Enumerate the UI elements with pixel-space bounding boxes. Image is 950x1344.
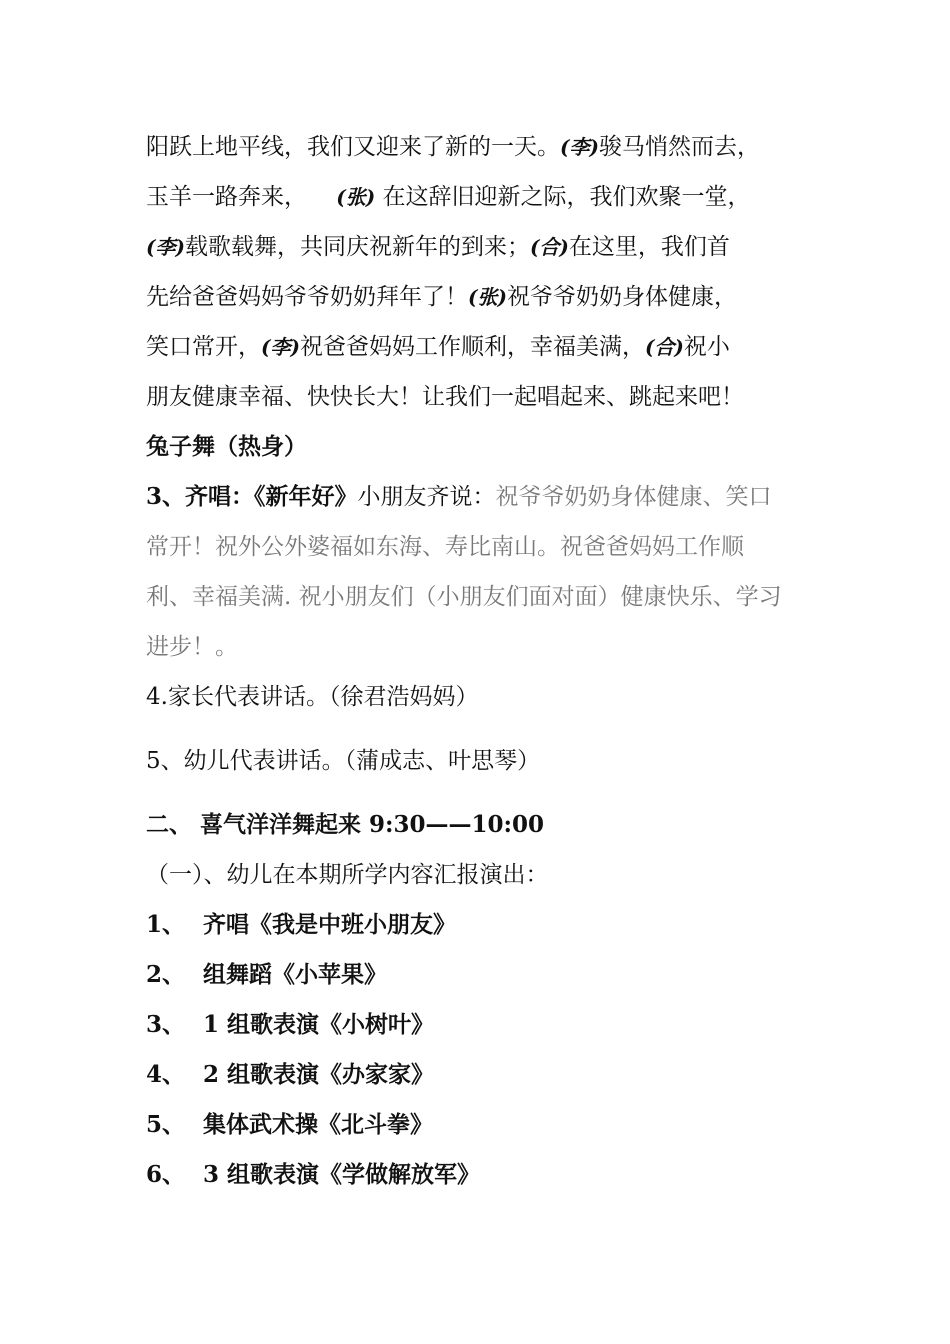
list-text: 齐唱《我是中班小朋友》: [203, 911, 456, 938]
item-3-greeting: 利、幸福美满. 祝小朋友们（小朋友们面对面）健康快乐、学习: [146, 584, 782, 610]
list-item: [146, 900, 816, 950]
text: 祝爸爸妈妈工作顺利，幸福美满，: [299, 334, 645, 360]
list-item: [146, 1050, 816, 1100]
item-4: 4.家长代表讲话。（徐君浩妈妈）: [146, 684, 479, 710]
text: 先给爸爸妈妈爷爷奶奶拜年了！: [146, 284, 468, 310]
speaker-tag: (李): [146, 235, 185, 259]
text: 祝爷爷奶奶身体健康，: [506, 284, 737, 310]
list-number: 1、: [146, 911, 186, 938]
text: 骏马悄然而去，: [598, 134, 760, 160]
text: 笑口常开，: [146, 334, 261, 360]
paragraph-line: [146, 322, 816, 372]
subsection-heading: （一）、幼儿在本期所学内容汇报演出：: [146, 862, 549, 888]
item-3-greeting: 祝爷爷奶奶身体健康、笑口: [495, 484, 772, 510]
list-text: 组舞蹈《小苹果》: [203, 961, 387, 988]
text: 在这里，我们首: [568, 234, 730, 260]
paragraph-line: [146, 172, 816, 222]
speaker-tag: (合): [644, 335, 684, 359]
paragraph-line: [146, 372, 816, 422]
item-3-greeting: 进步！。: [146, 634, 238, 660]
text: 在这辞旧迎新之际，我们欢聚一堂，: [382, 184, 751, 210]
list-item: [146, 1100, 816, 1150]
list-text: 2 组歌表演《办家家》: [203, 1061, 435, 1088]
item-3-title: 3、齐唱：《新年好》: [146, 483, 358, 510]
list-number: 4、: [146, 1061, 186, 1088]
document-page: [146, 122, 816, 1200]
list-item: [146, 1150, 816, 1200]
list-number: 3、: [146, 1011, 186, 1038]
performance-list: [146, 900, 816, 1200]
list-text: 集体武术操《北斗拳》: [203, 1111, 433, 1138]
list-number: 6、: [146, 1161, 186, 1188]
dance-heading: 兔子舞（热身）: [146, 433, 307, 460]
text: 朋友健康幸福、快快长大！让我们一起唱起来、跳起来吧！: [146, 384, 744, 410]
list-number: 2、: [146, 961, 186, 988]
list-item: [146, 950, 816, 1000]
list-text: 3 组歌表演《学做解放军》: [203, 1161, 481, 1188]
list-text: 1 组歌表演《小树叶》: [203, 1011, 435, 1038]
item-3-line: [146, 472, 816, 522]
speaker-tag: (李): [261, 335, 300, 359]
item-3-intro: 小朋友齐说：: [357, 484, 496, 510]
text: 玉羊一路奔来，: [146, 184, 307, 210]
list-item: [146, 1000, 816, 1050]
section-2-heading: 二、 喜气洋洋舞起来 9:30——10:00: [146, 811, 545, 838]
item-5: 5、幼儿代表讲话。（蒲成志、叶思琴）: [146, 748, 541, 774]
list-number: 5、: [146, 1111, 186, 1138]
speaker-tag: (合): [529, 235, 569, 259]
item-3-greeting: 常开！祝外公外婆福如东海、寿比南山。祝爸爸妈妈工作顺: [146, 534, 744, 560]
paragraph-line: [146, 222, 816, 272]
speaker-tag: (张): [336, 185, 376, 209]
text: 阳跃上地平线，我们又迎来了新的一天。: [146, 134, 560, 160]
text: 祝小: [683, 334, 730, 360]
paragraph-line: [146, 122, 816, 172]
speaker-tag: (张): [468, 285, 507, 309]
speaker-tag: (李): [560, 135, 599, 159]
text: 载歌载舞，共同庆祝新年的到来；: [184, 234, 530, 260]
paragraph-line: [146, 272, 816, 322]
